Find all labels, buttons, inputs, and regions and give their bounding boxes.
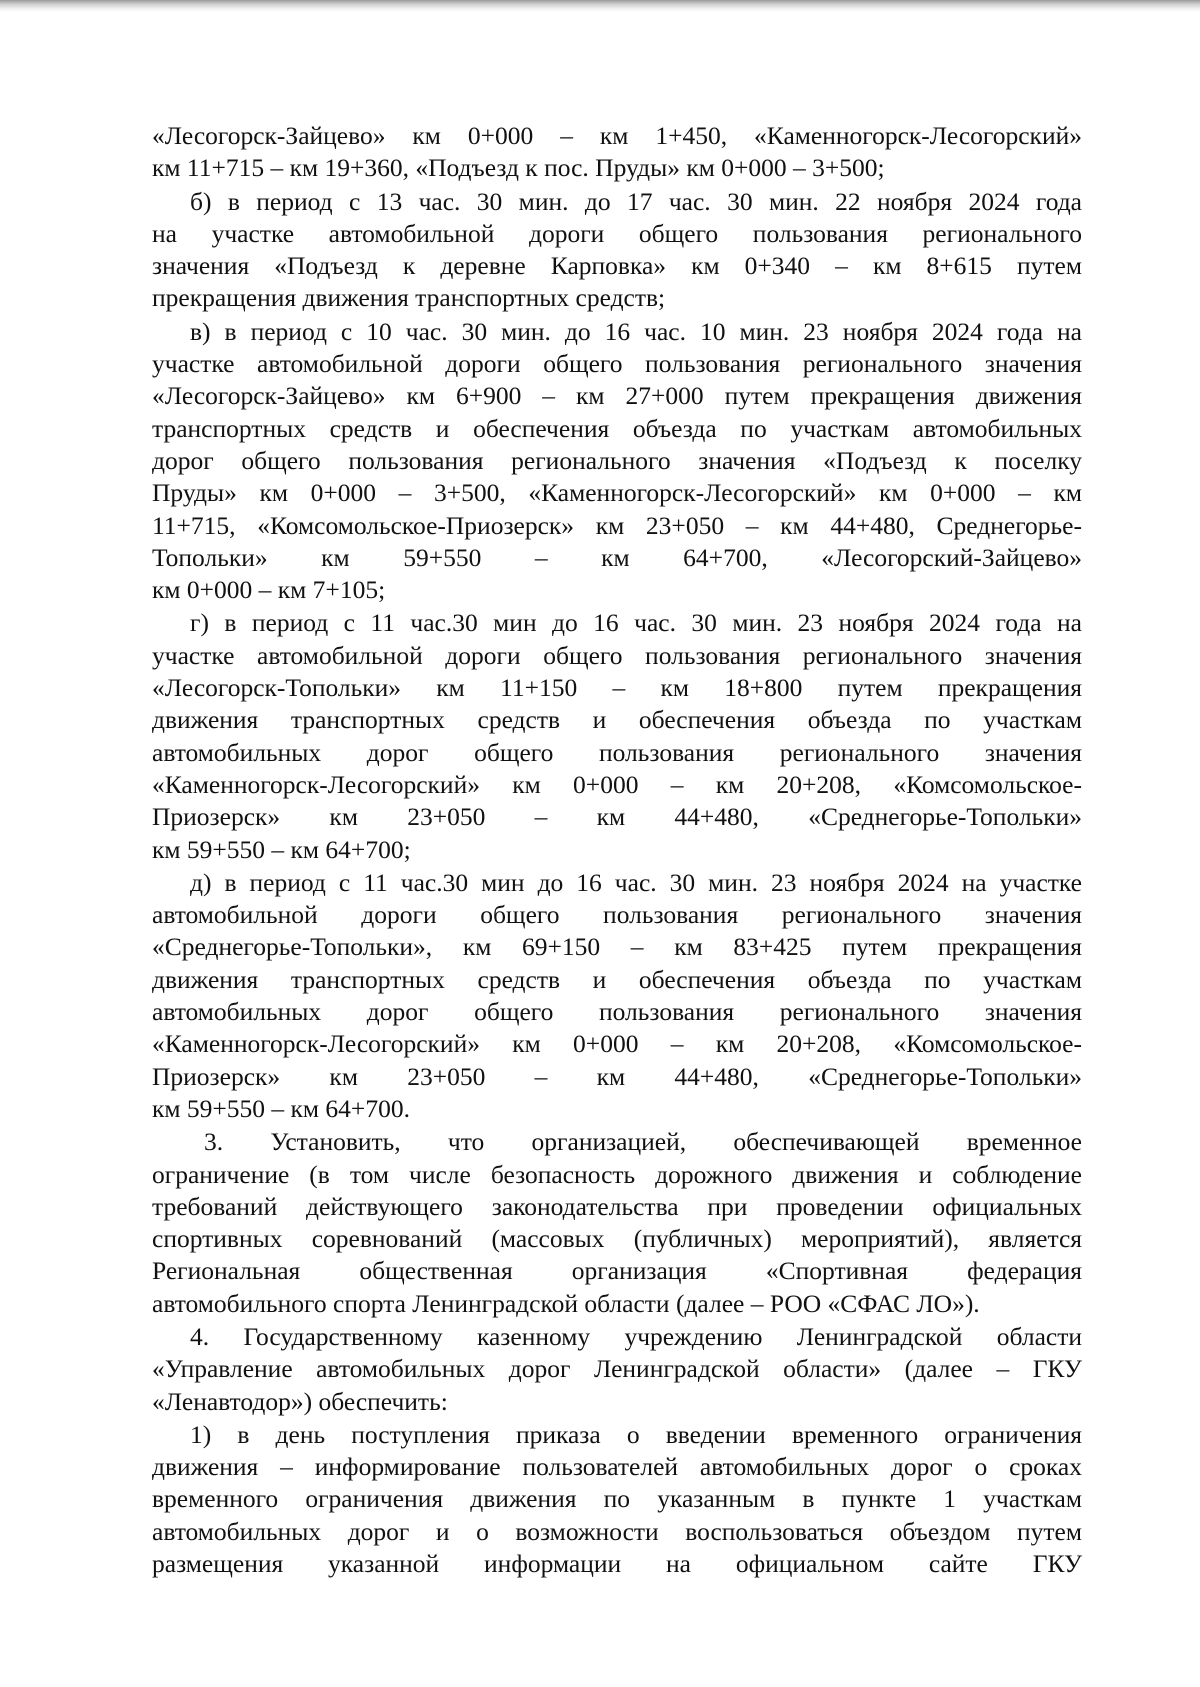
paragraph-4 [152, 1321, 1082, 1418]
text-line: б) в период с 13 час. 30 мин. до 17 час. 30 мин. 22 ноября 2024 года [190, 186, 1082, 216]
text-line: км 59+550 – км 64+700; [152, 834, 411, 864]
text-line: «Среднегорье-Топольки», км 69+150 – км 83+425 путем прекращения [152, 932, 1082, 962]
text-line: движения транспортных средств и обеспечения объезда по участкам [152, 705, 1082, 735]
text-line: д) в период с 11 час.30 мин до 16 час. 30 мин. 23 ноября 2024 на участке [190, 867, 1082, 897]
text-line: км 11+715 – км 19+360, «Подъезд к пос. Пруды» км 0+000 – 3+500; [152, 153, 885, 183]
text-line: «Лесогорск-Топольки» км 11+150 – км 18+800 путем прекращения [152, 673, 1082, 703]
text-line: автомобильных дорог и о возможности воспользоваться объездом путем [152, 1516, 1082, 1546]
text-line: на участке автомобильной дороги общего пользования регионального [152, 218, 1082, 248]
paragraph-3 [152, 1126, 1082, 1320]
text-line: участке автомобильной дороги общего пользования регионального значения [152, 640, 1082, 670]
text-line: «Каменногорск-Лесогорский» км 0+000 – км 20+208, «Комсомольское- [152, 769, 1082, 799]
text-line: значения «Подъезд к деревне Карповка» км 0+340 – км 8+615 путем [152, 251, 1082, 281]
text-line: Топольки» км 59+550 – км 64+700, «Лесогорский-Зайцево» [152, 542, 1082, 572]
text-line: Приозерск» км 23+050 – км 44+480, «Среднегорье-Топольки» [152, 1061, 1082, 1091]
text-line: «Ленавтодор») обеспечить: [152, 1386, 448, 1416]
text-line: прекращения движения транспортных средств; [152, 283, 666, 313]
document-page [152, 120, 1082, 1581]
text-line: ограничение (в том числе безопасность дорожного движения и соблюдение [152, 1159, 1082, 1189]
text-line: 11+715, «Комсомольское-Приозерск» км 23+050 – км 44+480, Среднегорье- [152, 510, 1082, 540]
text-line: транспортных средств и обеспечения объезда по участкам автомобильных [152, 413, 1082, 443]
text-line: спортивных соревнований (массовых (публичных) мероприятий), является [152, 1224, 1082, 1254]
text-line: требований действующего законодательства при проведении официальных [152, 1191, 1082, 1221]
text-line: км 59+550 – км 64+700. [152, 1093, 410, 1123]
text-line: 4. Государственному казенному учреждению Ленинградской области [190, 1321, 1082, 1351]
paragraph-g [152, 607, 1082, 865]
text-line: Пруды» км 0+000 – 3+500, «Каменногорск-Лесогорский» км 0+000 – км [152, 478, 1082, 508]
text-line: автомобильного спорта Ленинградской области (далее – РОО «СФАС ЛО»). [152, 1288, 980, 1318]
paragraph-4-1 [152, 1419, 1082, 1580]
text-line: «Лесогорск-Зайцево» км 0+000 – км 1+450, «Каменногорск-Лесогорский» [152, 121, 1082, 150]
text-line: Приозерск» км 23+050 – км 44+480, «Среднегорье-Топольки» [152, 802, 1082, 832]
text-line: Региональная общественная организация «Спортивная федерация [152, 1256, 1082, 1286]
text-line: временного ограничения движения по указанным в пункте 1 участкам [152, 1484, 1082, 1514]
paragraph-b [152, 186, 1082, 315]
text-line: автомобильной дороги общего пользования регионального значения [152, 900, 1082, 930]
text-line: «Управление автомобильных дорог Ленинградской области» (далее – ГКУ [152, 1354, 1082, 1384]
text-line: автомобильных дорог общего пользования регионального значения [152, 737, 1082, 767]
text-line: дорог общего пользования регионального значения «Подъезд к поселку [152, 445, 1082, 475]
text-line: км 0+000 – км 7+105; [152, 575, 386, 605]
text-line: участке автомобильной дороги общего пользования регионального значения [152, 349, 1082, 379]
scan-top-edge [0, 0, 1200, 12]
text-line: г) в период с 11 час.30 мин до 16 час. 30 мин. 23 ноября 2024 года на [190, 608, 1082, 638]
text-line: 3. Установить, что организацией, обеспечивающей временное [204, 1127, 1082, 1157]
text-line: в) в период с 10 час. 30 мин. до 16 час. 10 мин. 23 ноября 2024 года на [190, 316, 1082, 346]
text-line: размещения указанной информации на официальном сайте ГКУ [152, 1549, 1082, 1579]
text-line: автомобильных дорог общего пользования регионального значения [152, 997, 1082, 1027]
text-line: движения транспортных средств и обеспечения объезда по участкам [152, 964, 1082, 994]
text-line: 1) в день поступления приказа о введении временного ограничения [190, 1419, 1082, 1449]
paragraph-d [152, 867, 1082, 1125]
text-line: «Лесогорск-Зайцево» км 6+900 – км 27+000 путем прекращения движения [152, 381, 1082, 411]
paragraph-continuation [152, 120, 1082, 185]
text-line: движения – информирование пользователей автомобильных дорог о сроках [152, 1452, 1082, 1482]
text-line: «Каменногорск-Лесогорский» км 0+000 – км 20+208, «Комсомольское- [152, 1029, 1082, 1059]
paragraph-v [152, 316, 1082, 607]
